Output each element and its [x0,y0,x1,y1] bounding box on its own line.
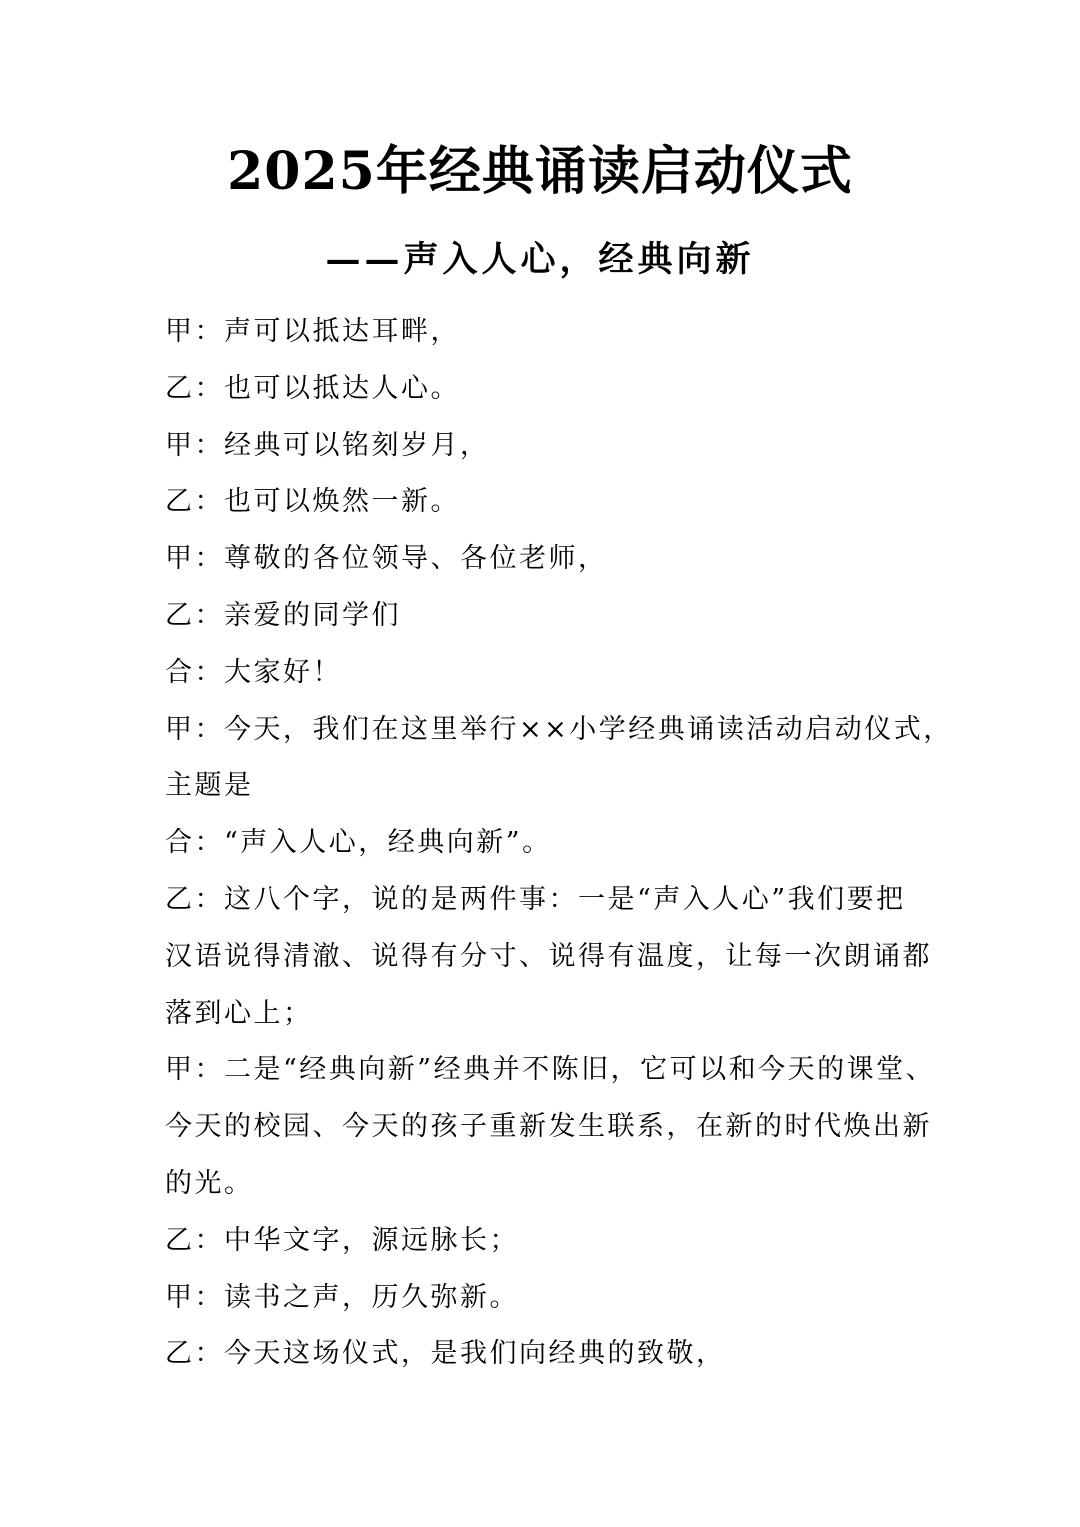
script-line: 今天的校园、今天的孩子重新发生联系，在新的时代焕出新 [165,1111,932,1143]
script-line: 甲：尊敬的各位领导、各位老师， [165,543,608,575]
script-line: 甲：经典可以铭刻岁月， [165,429,490,461]
document-title: 2025年经典诵读启动仪式 [227,141,853,202]
script-line: 甲：声可以抵达耳畔， [165,316,460,347]
script-line: 乙：今天这场仪式，是我们向经典的致敬， [165,1338,726,1370]
script-line: 落到心上； [165,997,313,1029]
script-line: 乙：这八个字，说的是两件事：一是“声入人心”我们要把 [165,883,906,915]
document-body [165,304,953,1383]
document-subtitle: ——声入人心，经典向新 [325,239,755,280]
script-line: 的光。 [165,1167,254,1199]
script-line: 乙：亲爱的同学们 [165,599,401,631]
script-line: 甲：二是“经典向新”经典并不陈旧，它可以和今天的课堂、 [165,1054,936,1086]
script-line: 乙：也可以抵达人心。 [165,372,460,404]
script-line: 乙：中华文字，源远脉长； [165,1224,519,1256]
script-line: 合：“声入人心，经典向新”。 [165,827,552,859]
script-line: 合：大家好！ [165,656,342,688]
script-line: 汉语说得清澈、说得有分寸、说得有温度，让每一次朗诵都 [165,940,932,972]
script-line: 甲：读书之声，历久弥新。 [165,1281,519,1313]
script-line: 乙：也可以焕然一新。 [165,486,460,518]
script-line: 主题是 [165,770,254,802]
script-line: 甲：今天，我们在这里举行××小学经典诵读活动启动仪式， [165,713,953,745]
